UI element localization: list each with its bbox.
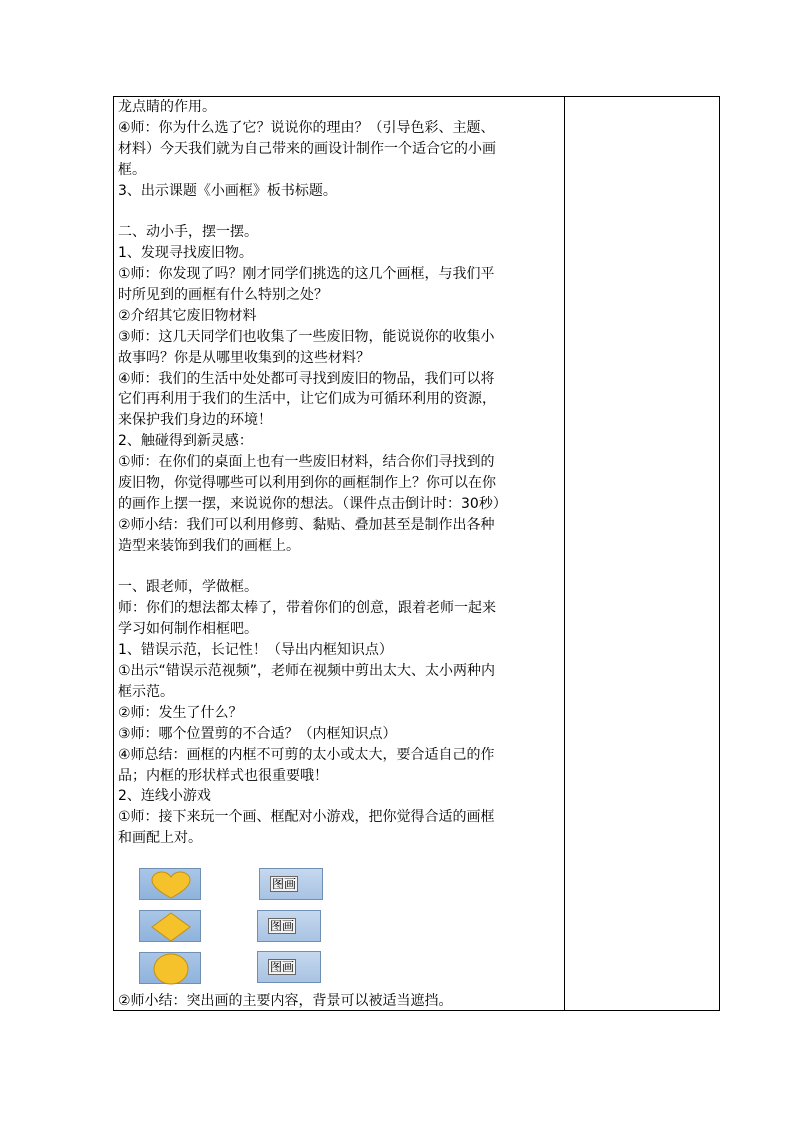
column-divider [564, 97, 565, 1010]
text-line: 龙点睛的作用。 [118, 99, 216, 115]
text-line: 废旧物，你觉得哪些可以利用到你的画框制作上？你可以在你 [118, 475, 496, 492]
picture-label: 图画 [272, 877, 297, 891]
text-line: 它们再利用于我们的生活中，让它们成为可循环利用的资源， [118, 391, 496, 408]
picture-card-2[interactable] [257, 910, 321, 942]
heart-icon [140, 869, 202, 901]
text-line: 1、错误示范，长记性！（导出内框知识点） [118, 642, 393, 659]
text-line: ①师：在你们的桌面上也有一些废旧材料，结合你们寻找到的 [118, 454, 495, 471]
closing-cell [118, 991, 562, 1012]
heart-frame-image [139, 868, 201, 900]
text-line: 造型来装饰到我们的画框上。 [118, 537, 300, 554]
text-line: 1、发现寻找废旧物。 [118, 245, 253, 262]
text-line: 2、触碰得到新灵感： [118, 433, 253, 450]
picture-card-1[interactable] [259, 868, 323, 900]
text-line: 材料）今天我们就为自己带来的画设计制作一个适合它的小画 [118, 140, 496, 157]
circle-frame-image [139, 952, 201, 984]
text-line: 2、连线小游戏 [118, 788, 211, 805]
text-line: ③师：哪个位置剪的不合适？（内框知识点） [118, 725, 397, 742]
text-line: ②师：发生了什么？ [118, 704, 243, 721]
text-line: ④师总结：画框的内框不可剪的太小或太大，要合适自己的作 [118, 746, 495, 763]
picture-card-3[interactable] [257, 951, 321, 983]
text-line: ②介绍其它废旧物材料 [118, 307, 257, 324]
text-line: 时所见到的画框有什么特别之处？ [118, 287, 328, 304]
text-line: 3、出示课题《小画框》板书标题。 [118, 182, 337, 199]
text-line: 框示范。 [118, 683, 174, 700]
text-line: 学习如何制作相框吧。 [118, 621, 258, 638]
text-line: ②师小结：我们可以利用修剪、黏贴、叠加甚至是制作出各种 [118, 516, 495, 533]
diamond-frame-image [139, 910, 201, 942]
text-line: 和画配上对。 [118, 830, 202, 847]
text-line: 框。 [118, 161, 146, 178]
picture-label: 图画 [270, 919, 295, 933]
text-line: ①师：你发现了吗？刚才同学们挑选的这几个画框，与我们平 [118, 266, 495, 283]
lesson-text [118, 97, 562, 849]
text-line: 二、动小手，摆一摆。 [118, 224, 258, 241]
text-line [118, 557, 562, 578]
text-line: ④师：你为什么选了它？说说你的理由？（引导色彩、主题、 [118, 119, 495, 136]
text-line: ③师：这几天同学们也收集了一些废旧物，能说说你的收集小 [118, 328, 495, 345]
text-line: ④师：我们的生活中处处都可寻找到废旧的物品，我们可以将 [118, 370, 495, 387]
diamond-icon [140, 911, 202, 943]
circle-icon [140, 953, 202, 987]
picture-label: 图画 [270, 960, 295, 974]
text-line: ①出示“错误示范视频”，老师在视频中剪出太大、太小两种内 [118, 663, 496, 680]
text-line: 师：你们的想法都太棒了，带着你们的创意，跟着老师一起来 [118, 600, 496, 617]
text-line: 故事吗？你是从哪里收集到的这些材料？ [118, 349, 370, 366]
text-line: ①师：接下来玩一个画、框配对小游戏，把你觉得合适的画框 [118, 809, 495, 826]
text-line: 的画作上摆一摆，来说说你的想法。（课件点击倒计时：30秒） [118, 495, 507, 512]
closing-line: ②师小结：突出画的主要内容，背景可以被适当遮挡。 [118, 993, 453, 1009]
text-line: 品；内框的形状样式也很重要哦！ [118, 767, 328, 784]
text-line: 一、跟老师，学做框。 [118, 579, 258, 596]
text-line: 来保护我们身边的环境！ [118, 412, 272, 429]
lesson-table [113, 96, 720, 1011]
text-line [118, 201, 562, 222]
